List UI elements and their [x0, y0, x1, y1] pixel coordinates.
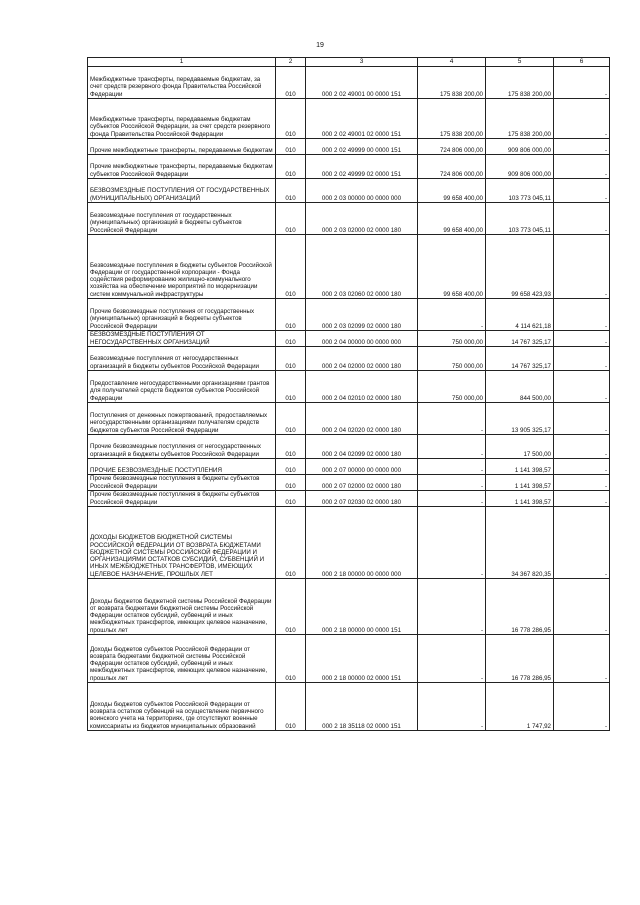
revenue-table — [87, 57, 610, 731]
row-line-code: 010 — [276, 435, 306, 459]
row-line-code: 010 — [276, 635, 306, 683]
header-col-4: 4 — [418, 58, 486, 67]
row-executed-amount: 909 806 000,00 — [486, 139, 554, 155]
header-col-6: 6 — [554, 58, 610, 67]
row-unexecuted-amount: - — [554, 235, 610, 299]
row-unexecuted-amount: - — [554, 347, 610, 371]
row-executed-amount: 4 114 621,18 — [486, 299, 554, 331]
row-name: Безвозмездные поступления от государственных (муниципальных) организаций в бюджеты субъектов Российской Федерации — [88, 203, 276, 235]
row-unexecuted-amount: - — [554, 67, 610, 99]
table-row — [88, 507, 610, 579]
row-unexecuted-amount: - — [554, 179, 610, 203]
table-row — [88, 371, 610, 403]
row-executed-amount: 175 838 200,00 — [486, 99, 554, 139]
row-line-code: 010 — [276, 99, 306, 139]
row-executed-amount: 99 658 423,93 — [486, 235, 554, 299]
header-col-2: 2 — [276, 58, 306, 67]
row-classification-code: 000 2 02 49001 02 0000 151 — [306, 99, 418, 139]
row-unexecuted-amount: - — [554, 507, 610, 579]
row-executed-amount: 14 767 325,17 — [486, 331, 554, 347]
table-row — [88, 435, 610, 459]
row-name: Межбюджетные трансферты, передаваемые бюджетам, за счет средств резервного фонда Правительства Российской Федерации — [88, 67, 276, 99]
table-row — [88, 635, 610, 683]
row-unexecuted-amount: - — [554, 475, 610, 491]
header-col-1: 1 — [88, 58, 276, 67]
row-classification-code: 000 2 07 02030 02 0000 180 — [306, 491, 418, 507]
table-row — [88, 155, 610, 179]
row-classification-code: 000 2 18 00000 02 0000 151 — [306, 635, 418, 683]
row-unexecuted-amount: - — [554, 491, 610, 507]
header-col-3: 3 — [306, 58, 418, 67]
row-classification-code: 000 2 02 49999 02 0000 151 — [306, 155, 418, 179]
row-approved-amount: 99 658 400,00 — [418, 179, 486, 203]
table-row — [88, 179, 610, 203]
row-classification-code: 000 2 04 02000 02 0000 180 — [306, 347, 418, 371]
table-row — [88, 67, 610, 99]
row-name: Прочие безвозмездные поступления от негосударственных организаций в бюджеты субъектов Российской Федерации — [88, 435, 276, 459]
row-line-code: 010 — [276, 403, 306, 435]
row-classification-code: 000 2 02 49999 00 0000 151 — [306, 139, 418, 155]
row-executed-amount: 844 500,00 — [486, 371, 554, 403]
table-row — [88, 475, 610, 491]
row-executed-amount: 909 806 000,00 — [486, 155, 554, 179]
row-name: Доходы бюджетов субъектов Российской Федерации от возврата бюджетами бюджетной системы Российской Федерации остатков субсидий, субвенций и иных межбюджетных трансфертов, имеющих целевое назначение, прошлых лет — [88, 635, 276, 683]
row-classification-code: 000 2 03 02000 02 0000 180 — [306, 203, 418, 235]
table-row — [88, 139, 610, 155]
row-line-code: 010 — [276, 507, 306, 579]
row-name: Безвозмездные поступления от негосударственных организаций в бюджеты субъектов Российской Федерации — [88, 347, 276, 371]
row-unexecuted-amount: - — [554, 435, 610, 459]
row-approved-amount: 99 658 400,00 — [418, 203, 486, 235]
row-name: Прочие безвозмездные поступления от государственных (муниципальных) организаций в бюджеты субъектов Российской Федерации — [88, 299, 276, 331]
row-classification-code: 000 2 03 00000 00 0000 000 — [306, 179, 418, 203]
row-line-code: 010 — [276, 347, 306, 371]
row-name: Поступления от денежных пожертвований, предоставляемых негосударственными организациями получателям средств бюджетов субъектов Российской Федерации — [88, 403, 276, 435]
row-line-code: 010 — [276, 235, 306, 299]
row-classification-code: 000 2 03 02060 02 0000 180 — [306, 235, 418, 299]
row-classification-code: 000 2 07 00000 00 0000 000 — [306, 459, 418, 475]
row-classification-code: 000 2 07 02000 02 0000 180 — [306, 475, 418, 491]
table-row — [88, 299, 610, 331]
row-line-code: 010 — [276, 371, 306, 403]
row-approved-amount: 750 000,00 — [418, 371, 486, 403]
row-line-code: 010 — [276, 179, 306, 203]
row-name: Безвозмездные поступления в бюджеты субъектов Российской Федерации от государственной корпорации - Фонда содействия реформированию жилищно-коммунального хозяйства на обеспечение мероприятий по модернизации систем коммунальной инфраструктуры — [88, 235, 276, 299]
row-line-code: 010 — [276, 579, 306, 635]
row-classification-code: 000 2 04 00000 00 0000 000 — [306, 331, 418, 347]
row-unexecuted-amount: - — [554, 371, 610, 403]
table-body — [88, 58, 610, 731]
row-approved-amount: 99 658 400,00 — [418, 235, 486, 299]
row-unexecuted-amount: - — [554, 299, 610, 331]
row-executed-amount: 175 838 200,00 — [486, 67, 554, 99]
row-line-code: 010 — [276, 203, 306, 235]
row-executed-amount: 16 778 286,95 — [486, 579, 554, 635]
row-unexecuted-amount: - — [554, 403, 610, 435]
row-name: Доходы бюджетов субъектов Российской Федерации от возврата остатков субвенций на осуществление первичного воинского учета на территориях, где отсутствуют военные комиссариаты из бюджетов муниципальных образований — [88, 683, 276, 731]
row-approved-amount: - — [418, 435, 486, 459]
row-line-code: 010 — [276, 155, 306, 179]
row-approved-amount: 175 838 200,00 — [418, 99, 486, 139]
row-executed-amount: 103 773 045,11 — [486, 203, 554, 235]
row-executed-amount: 1 141 398,57 — [486, 475, 554, 491]
row-line-code: 010 — [276, 683, 306, 731]
row-approved-amount: - — [418, 683, 486, 731]
row-classification-code: 000 2 18 00000 00 0000 000 — [306, 507, 418, 579]
row-unexecuted-amount: - — [554, 635, 610, 683]
row-name: Доходы бюджетов бюджетной системы Российской Федерации от возврата бюджетами бюджетной системы Российской Федерации остатков субсидий, субвенций и иных межбюджетных трансфертов, имеющих целевое назначение, прошлых лет — [88, 579, 276, 635]
table-row — [88, 491, 610, 507]
row-approved-amount: 724 806 000,00 — [418, 155, 486, 179]
row-classification-code: 000 2 04 02099 02 0000 180 — [306, 435, 418, 459]
table-row — [88, 579, 610, 635]
row-unexecuted-amount: - — [554, 579, 610, 635]
row-unexecuted-amount: - — [554, 139, 610, 155]
row-approved-amount: - — [418, 491, 486, 507]
row-approved-amount: 175 838 200,00 — [418, 67, 486, 99]
row-executed-amount: 1 141 398,57 — [486, 459, 554, 475]
row-executed-amount: 14 767 325,17 — [486, 347, 554, 371]
row-line-code: 010 — [276, 299, 306, 331]
row-unexecuted-amount: - — [554, 459, 610, 475]
row-unexecuted-amount: - — [554, 203, 610, 235]
header-col-5: 5 — [486, 58, 554, 67]
row-approved-amount: - — [418, 635, 486, 683]
row-approved-amount: - — [418, 475, 486, 491]
table-header-row — [88, 58, 610, 67]
row-executed-amount: 34 367 820,35 — [486, 507, 554, 579]
row-unexecuted-amount: - — [554, 99, 610, 139]
row-executed-amount: 16 778 286,95 — [486, 635, 554, 683]
row-classification-code: 000 2 03 02099 02 0000 180 — [306, 299, 418, 331]
row-name: Межбюджетные трансферты, передаваемые бюджетам субъектов Российской Федерации, за счет средств резервного фонда Правительства Российской Федерации — [88, 99, 276, 139]
row-name: Прочие межбюджетные трансферты, передаваемые бюджетам субъектов Российской Федерации — [88, 155, 276, 179]
row-unexecuted-amount: - — [554, 155, 610, 179]
row-classification-code: 000 2 04 02020 02 0000 180 — [306, 403, 418, 435]
page-number: 19 — [316, 42, 324, 49]
row-unexecuted-amount: - — [554, 683, 610, 731]
row-name: БЕЗВОЗМЕЗДНЫЕ ПОСТУПЛЕНИЯ ОТ НЕГОСУДАРСТВЕННЫХ ОРГАНИЗАЦИЙ — [88, 331, 276, 347]
row-name: Предоставление негосударственными организациями грантов для получателей средств бюджетов субъектов Российской Федерации — [88, 371, 276, 403]
row-approved-amount: - — [418, 507, 486, 579]
row-approved-amount: 724 806 000,00 — [418, 139, 486, 155]
table-row — [88, 683, 610, 731]
row-executed-amount: 1 747,92 — [486, 683, 554, 731]
row-name: Прочие безвозмездные поступления в бюджеты субъектов Российской Федерации — [88, 475, 276, 491]
row-name: ПРОЧИЕ БЕЗВОЗМЕЗДНЫЕ ПОСТУПЛЕНИЯ — [88, 459, 276, 475]
table-row — [88, 459, 610, 475]
table-row — [88, 347, 610, 371]
row-approved-amount: - — [418, 459, 486, 475]
table-row — [88, 203, 610, 235]
row-approved-amount: - — [418, 403, 486, 435]
row-executed-amount: 17 500,00 — [486, 435, 554, 459]
row-line-code: 010 — [276, 67, 306, 99]
row-executed-amount: 1 141 398,57 — [486, 491, 554, 507]
row-line-code: 010 — [276, 475, 306, 491]
row-classification-code: 000 2 02 49001 00 0000 151 — [306, 67, 418, 99]
row-executed-amount: 103 773 045,11 — [486, 179, 554, 203]
table-row — [88, 403, 610, 435]
row-approved-amount: - — [418, 579, 486, 635]
table-row — [88, 331, 610, 347]
row-approved-amount: - — [418, 299, 486, 331]
row-classification-code: 000 2 04 02010 02 0000 180 — [306, 371, 418, 403]
row-approved-amount: 750 000,00 — [418, 347, 486, 371]
table-row — [88, 235, 610, 299]
row-unexecuted-amount: - — [554, 331, 610, 347]
row-approved-amount: 750 000,00 — [418, 331, 486, 347]
row-name: ДОХОДЫ БЮДЖЕТОВ БЮДЖЕТНОЙ СИСТЕМЫ РОССИЙСКОЙ ФЕДЕРАЦИИ ОТ ВОЗВРАТА БЮДЖЕТАМИ БЮДЖЕТНОЙ СИСТЕМЫ РОССИЙСКОЙ ФЕДЕРАЦИИ И ОРГАНИЗАЦИЯМИ ОСТАТКОВ СУБСИДИЙ, СУБВЕНЦИЙ И ИНЫХ МЕЖБЮДЖЕТНЫХ ТРАНСФЕРТОВ, ИМЕЮЩИХ ЦЕЛЕВОЕ НАЗНАЧЕНИЕ, ПРОШЛЫХ ЛЕТ — [88, 507, 276, 579]
row-line-code: 010 — [276, 139, 306, 155]
row-name: БЕЗВОЗМЕЗДНЫЕ ПОСТУПЛЕНИЯ ОТ ГОСУДАРСТВЕННЫХ (МУНИЦИПАЛЬНЫХ) ОРГАНИЗАЦИЙ — [88, 179, 276, 203]
row-line-code: 010 — [276, 331, 306, 347]
row-name: Прочие безвозмездные поступления в бюджеты субъектов Российской Федерации — [88, 491, 276, 507]
row-classification-code: 000 2 18 00000 00 0000 151 — [306, 579, 418, 635]
row-classification-code: 000 2 18 35118 02 0000 151 — [306, 683, 418, 731]
table-row — [88, 99, 610, 139]
row-executed-amount: 13 905 325,17 — [486, 403, 554, 435]
row-line-code: 010 — [276, 491, 306, 507]
row-line-code: 010 — [276, 459, 306, 475]
row-name: Прочие межбюджетные трансферты, передаваемые бюджетам — [88, 139, 276, 155]
